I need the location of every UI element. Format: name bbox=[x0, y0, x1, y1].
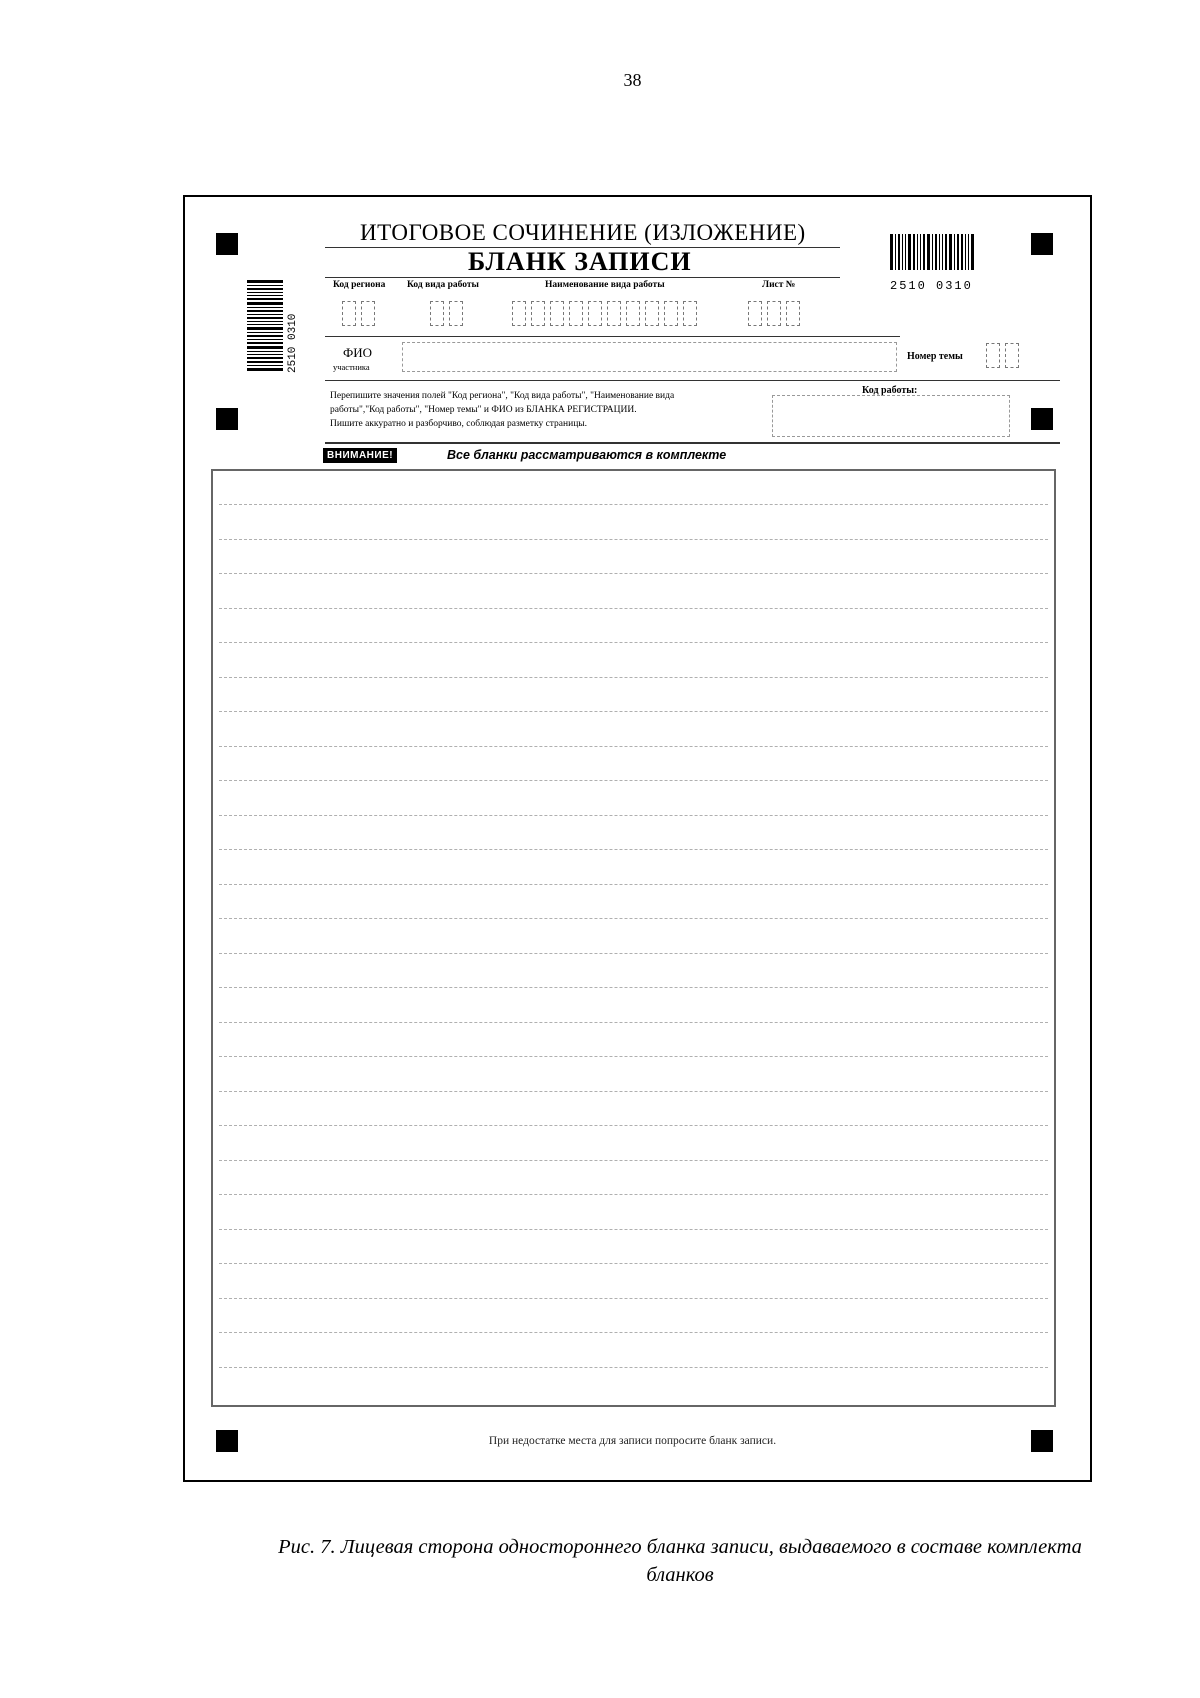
work-type-name-cell[interactable] bbox=[569, 301, 583, 326]
barcode-bar bbox=[917, 234, 918, 270]
barcode-bar bbox=[902, 234, 903, 270]
barcode-bar bbox=[942, 234, 943, 270]
answer-line bbox=[219, 504, 1048, 505]
barcode-bar bbox=[247, 317, 283, 319]
sheet-number-cell[interactable] bbox=[786, 301, 800, 326]
answer-line bbox=[219, 677, 1048, 678]
barcode-horizontal bbox=[890, 234, 976, 270]
answer-line bbox=[219, 608, 1048, 609]
answer-line bbox=[219, 539, 1048, 540]
barcode-bar bbox=[965, 234, 966, 270]
barcode-bar bbox=[247, 354, 283, 355]
barcode-bar bbox=[935, 234, 937, 270]
work-type-code-cells[interactable] bbox=[430, 301, 463, 326]
answer-line bbox=[219, 780, 1048, 781]
answer-line bbox=[219, 1332, 1048, 1333]
fio-divider bbox=[325, 380, 1060, 381]
topic-number-cell[interactable] bbox=[986, 343, 1000, 368]
barcode-bar bbox=[932, 234, 933, 270]
answer-line bbox=[219, 642, 1048, 643]
barcode-bar bbox=[247, 280, 283, 283]
barcode-bar bbox=[247, 324, 283, 325]
answer-line bbox=[219, 711, 1048, 712]
answer-line bbox=[219, 953, 1048, 954]
region-code-label: Код региона bbox=[333, 280, 386, 290]
work-type-code-cell[interactable] bbox=[430, 301, 444, 326]
work-type-name-cell[interactable] bbox=[664, 301, 678, 326]
topic-number-label: Номер темы bbox=[907, 351, 963, 362]
barcode-bar bbox=[961, 234, 963, 270]
barcode-bar bbox=[247, 346, 283, 349]
barcode-bar bbox=[927, 234, 930, 270]
barcode-bar bbox=[247, 335, 283, 337]
region-code-cell[interactable] bbox=[361, 301, 375, 326]
form-subtitle: БЛАНК ЗАПИСИ bbox=[468, 247, 692, 276]
barcode-bar bbox=[247, 332, 283, 333]
region-code-cell[interactable] bbox=[342, 301, 356, 326]
answer-line bbox=[219, 1022, 1048, 1023]
answer-line bbox=[219, 1367, 1048, 1368]
work-type-name-cell[interactable] bbox=[683, 301, 697, 326]
barcode-horizontal-number: 2510 0310 bbox=[890, 279, 973, 293]
barcode-bar bbox=[920, 234, 921, 270]
barcode-bar bbox=[247, 342, 283, 344]
answer-line bbox=[219, 849, 1048, 850]
barcode-bar bbox=[939, 234, 940, 270]
answer-area[interactable] bbox=[211, 469, 1056, 1407]
barcode-bar bbox=[247, 314, 283, 315]
caption-line: бланков bbox=[646, 1564, 714, 1586]
work-type-name-cell[interactable] bbox=[512, 301, 526, 326]
topic-number-cell[interactable] bbox=[1005, 343, 1019, 368]
work-code-label: Код работы: bbox=[862, 385, 918, 396]
barcode-bar bbox=[895, 234, 896, 270]
barcode-bar bbox=[905, 234, 906, 270]
barcode-bar bbox=[247, 339, 283, 340]
instructions-divider bbox=[325, 442, 1060, 444]
answer-line bbox=[219, 746, 1048, 747]
topic-number-cells[interactable] bbox=[986, 343, 1019, 368]
barcode-bar bbox=[247, 327, 283, 330]
answer-line bbox=[219, 1056, 1048, 1057]
barcode-bar bbox=[247, 361, 283, 363]
answer-line bbox=[219, 1229, 1048, 1230]
header-divider bbox=[325, 336, 900, 337]
footer-note: При недостатке места для записи попросите бланк записи. bbox=[488, 1435, 777, 1447]
barcode-bar bbox=[949, 234, 952, 270]
region-code-cells[interactable] bbox=[342, 301, 375, 326]
barcode-vertical bbox=[247, 280, 283, 373]
barcode-bar bbox=[923, 234, 925, 270]
answer-line bbox=[219, 1091, 1048, 1092]
work-type-name-cell[interactable] bbox=[588, 301, 602, 326]
barcode-bar bbox=[247, 295, 283, 296]
registration-marker-top-right bbox=[1031, 233, 1053, 255]
registration-marker-top-left bbox=[216, 233, 238, 255]
barcode-bar bbox=[247, 321, 283, 322]
notice-text: Все бланки рассматриваются в комплекте bbox=[447, 448, 727, 462]
barcode-bar bbox=[247, 357, 283, 359]
work-type-name-cells[interactable] bbox=[512, 301, 697, 326]
barcode-bar bbox=[247, 292, 283, 293]
figure-caption bbox=[180, 1533, 1180, 1589]
barcode-bar bbox=[957, 234, 959, 270]
answer-line bbox=[219, 1160, 1048, 1161]
barcode-bar bbox=[968, 234, 969, 270]
work-type-name-cell[interactable] bbox=[531, 301, 545, 326]
form-title: ИТОГОВОЕ СОЧИНЕНИЕ (ИЗЛОЖЕНИЕ) bbox=[360, 220, 806, 245]
barcode-bar bbox=[954, 234, 955, 270]
sheet-number-cell[interactable] bbox=[748, 301, 762, 326]
answer-line bbox=[219, 1194, 1048, 1195]
fio-label: ФИО bbox=[343, 345, 373, 360]
answer-line bbox=[219, 918, 1048, 919]
barcode-bar bbox=[898, 234, 900, 270]
sheet-number-label: Лист № bbox=[762, 280, 796, 290]
barcode-bar bbox=[247, 365, 283, 366]
subtitle-divider bbox=[325, 277, 840, 278]
answer-line bbox=[219, 815, 1048, 816]
work-type-name-cell[interactable] bbox=[607, 301, 621, 326]
answer-line bbox=[219, 884, 1048, 885]
fio-sublabel: участника bbox=[333, 362, 370, 372]
instructions bbox=[330, 389, 770, 431]
registration-marker-mid-left bbox=[216, 408, 238, 430]
work-type-name-cell[interactable] bbox=[626, 301, 640, 326]
fio-field[interactable] bbox=[402, 342, 897, 372]
barcode-bar bbox=[890, 234, 893, 270]
barcode-bar bbox=[247, 285, 283, 286]
barcode-bar bbox=[908, 234, 911, 270]
barcode-bar bbox=[247, 302, 283, 305]
answer-line bbox=[219, 573, 1048, 574]
work-code-field[interactable] bbox=[772, 395, 1010, 437]
barcode-bar bbox=[971, 234, 974, 270]
barcode-bar bbox=[247, 288, 283, 290]
barcode-bar bbox=[913, 234, 915, 270]
sheet-number-cell[interactable] bbox=[767, 301, 781, 326]
barcode-bar bbox=[247, 307, 283, 308]
sheet-number-cells[interactable] bbox=[748, 301, 800, 326]
answer-line bbox=[219, 987, 1048, 988]
barcode-bar bbox=[247, 298, 283, 300]
barcode-vertical-number: 2510 0310 bbox=[287, 313, 299, 373]
work-type-code-cell[interactable] bbox=[449, 301, 463, 326]
page-number: 38 bbox=[623, 70, 642, 90]
answer-line bbox=[219, 1298, 1048, 1299]
instruction-line: работы","Код работы", "Номер темы" и ФИО из БЛАНКА РЕГИСТРАЦИИ. bbox=[330, 405, 637, 415]
barcode-bar bbox=[247, 310, 283, 312]
answer-line bbox=[219, 1125, 1048, 1126]
instruction-line: Пишите аккуратно и разборчиво, соблюдая разметку страницы. bbox=[330, 419, 588, 429]
work-type-name-label: Наименование вида работы bbox=[545, 280, 665, 290]
barcode-bar bbox=[247, 368, 283, 371]
notice-badge: ВНИМАНИЕ! bbox=[323, 448, 397, 463]
barcode-bar bbox=[247, 351, 283, 352]
work-type-name-cell[interactable] bbox=[645, 301, 659, 326]
answer-line bbox=[219, 1263, 1048, 1264]
caption-line: Рис. 7. Лицевая сторона одностороннего бланка записи, выдаваемого в составе комплекта bbox=[278, 1536, 1082, 1558]
work-type-code-label: Код вида работы bbox=[407, 280, 479, 290]
barcode-bar bbox=[945, 234, 947, 270]
registration-marker-mid-right bbox=[1031, 408, 1053, 430]
instruction-line: Перепишите значения полей "Код региона", "Код вида работы", "Наименование вида bbox=[330, 391, 675, 401]
work-type-name-cell[interactable] bbox=[550, 301, 564, 326]
